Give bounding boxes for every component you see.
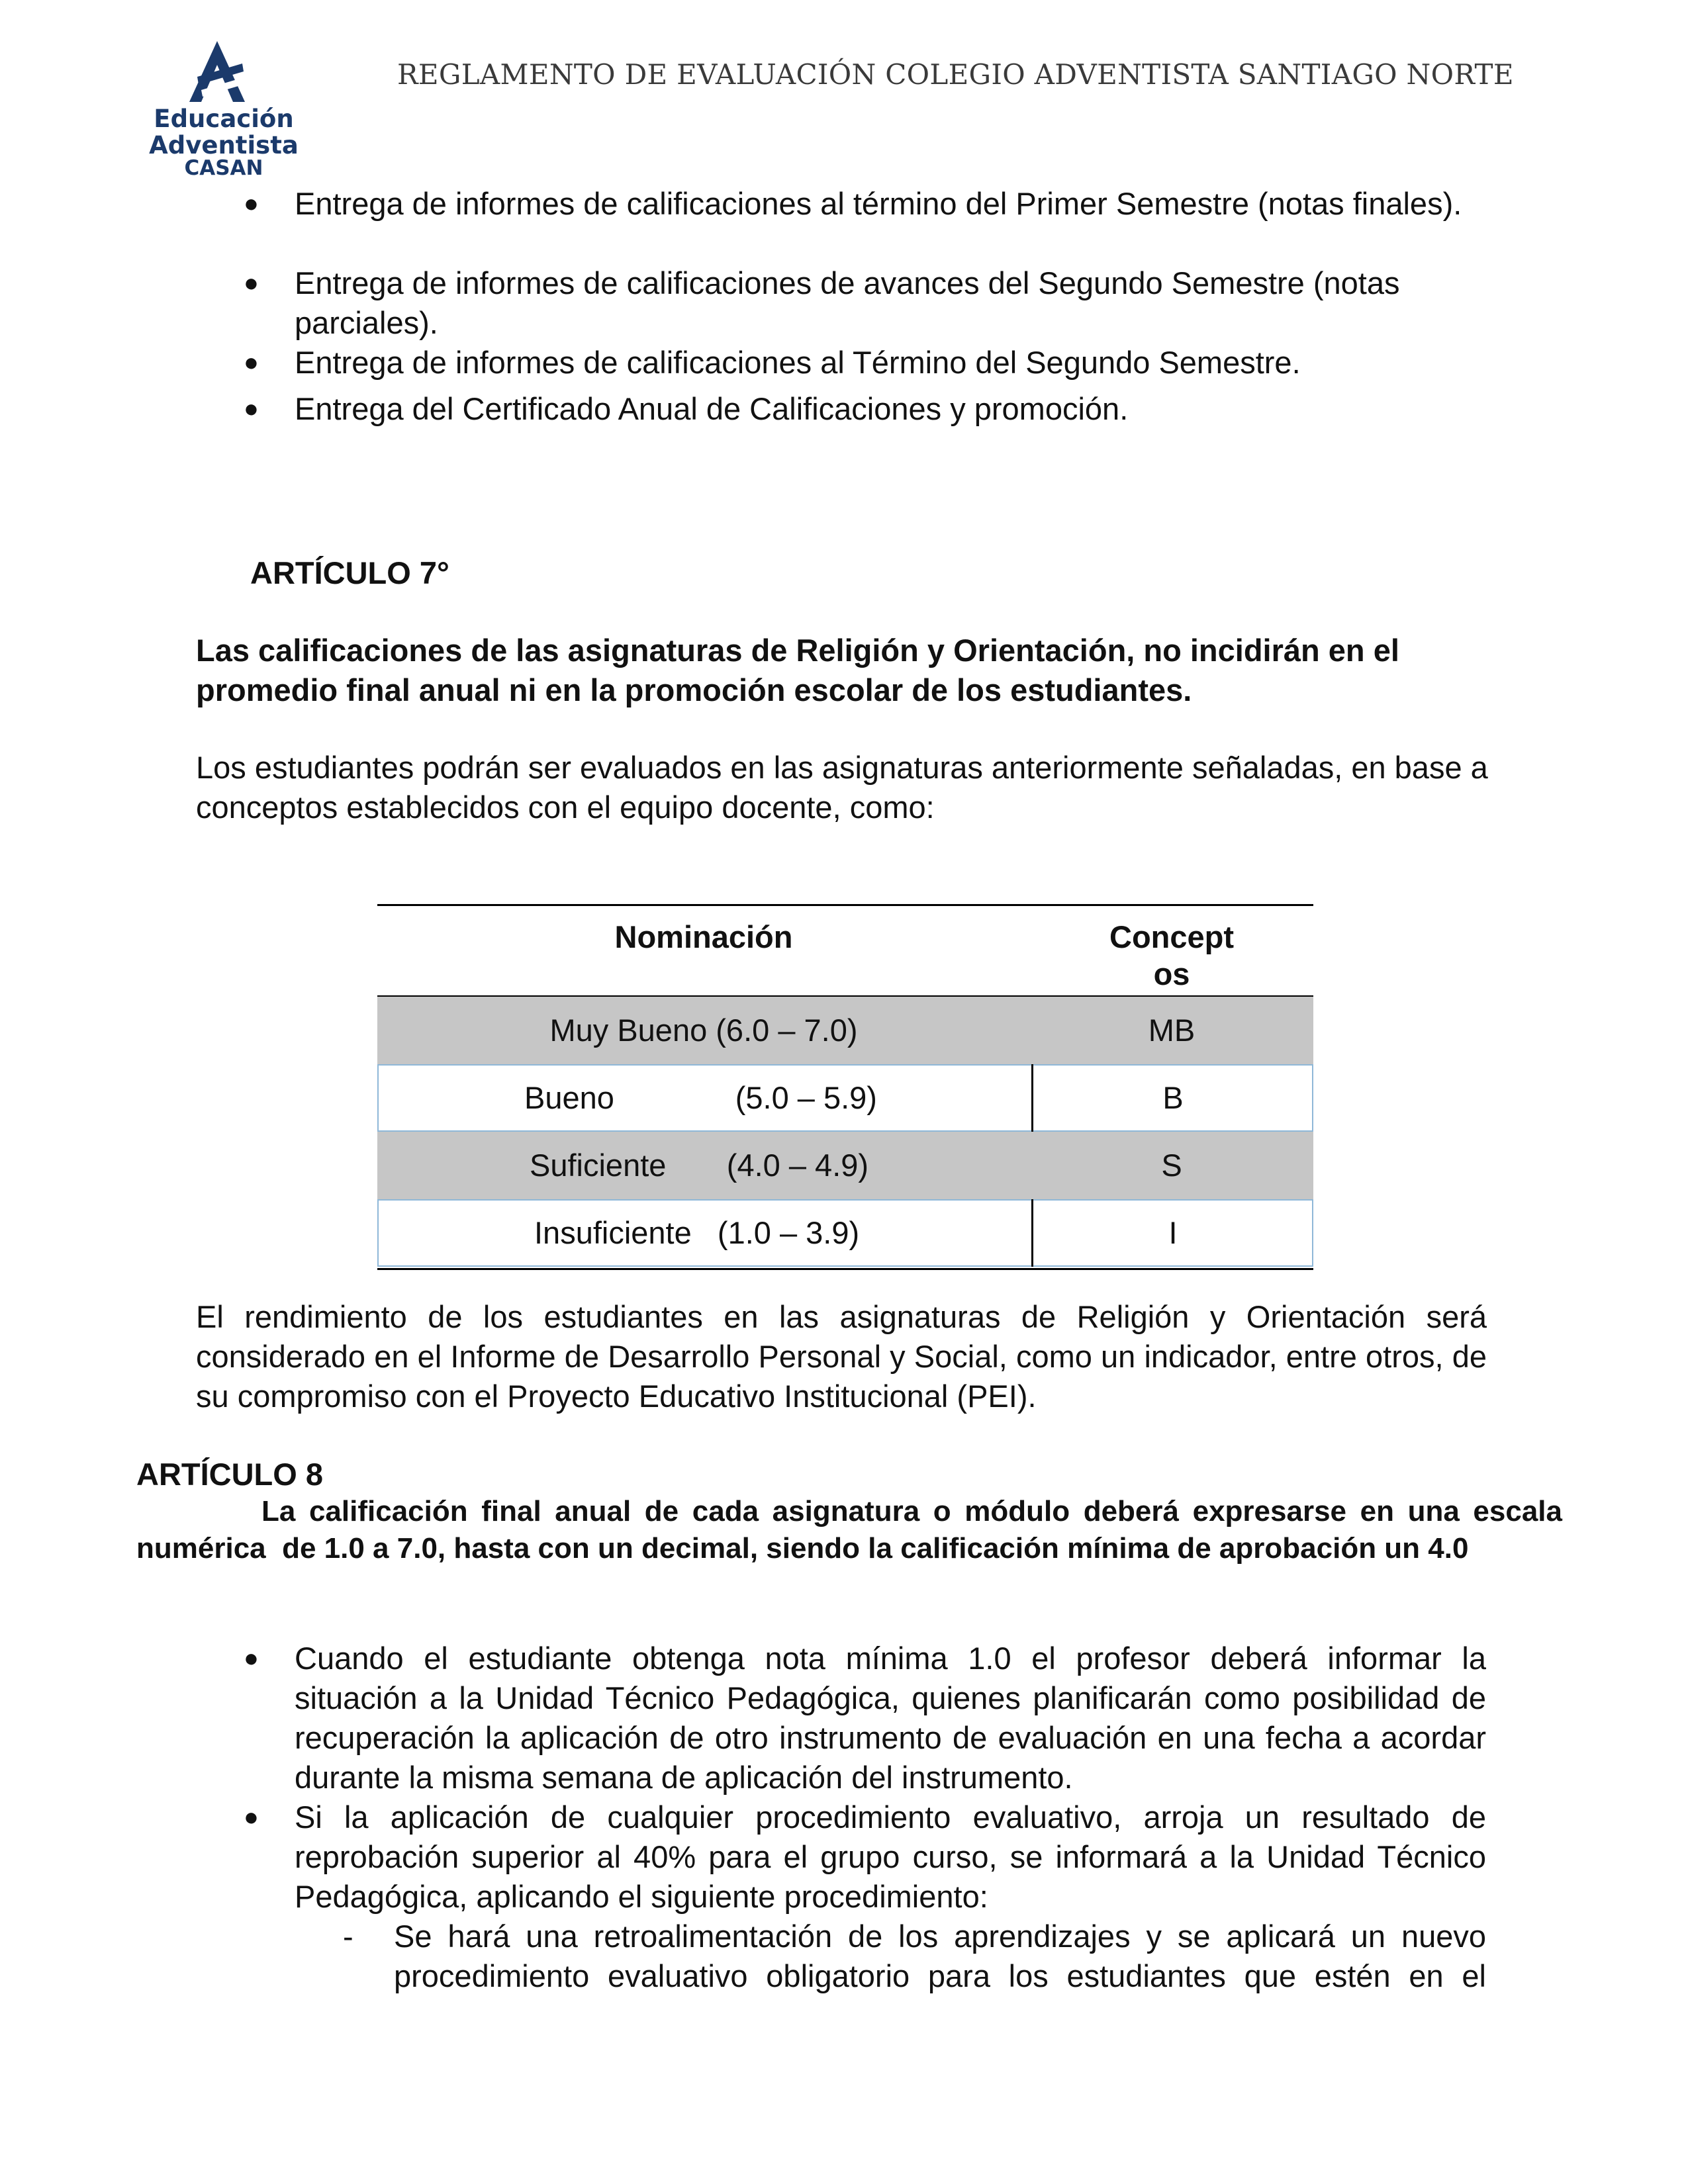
logo-text-line2: Adventista (149, 131, 299, 159)
article-8-heading: ARTÍCULO 8 (136, 1457, 323, 1492)
document-header-title: REGLAMENTO DE EVALUACIÓN COLEGIO ADVENTISTA SANTIAGO NORTE (397, 58, 1514, 91)
table-header-concepts: Concept (1109, 919, 1234, 954)
article-8-bullet-failure-rate: Si la aplicación de cualquier procedimiento evaluativo, arroja un resultado de reprobación superior al 40% para el grupo curso, se informará a la Unidad Técnico Pedagógica, aplicando el siguiente procedimiento: (295, 1799, 1486, 1914)
bullet-icon: ● (244, 1645, 259, 1672)
table-bottom-rule (377, 1268, 1313, 1270)
table-header-nomination: Nominación (614, 919, 793, 954)
table-row (377, 1064, 1313, 1132)
article-8-paragraph-line1: La calificación final anual de cada asignatura o módulo deberá expresarse en una escala (261, 1495, 1562, 1527)
table-cell-concept: S (1161, 1148, 1182, 1183)
educacion-adventista-logo (138, 38, 310, 179)
article-7-paragraph: Los estudiantes podrán ser evaluados en las asignaturas anteriormente señaladas, en base a conceptos establecidos con el equipo docente, como: (196, 750, 1488, 825)
table-header-concepts-wrap: os (1153, 956, 1190, 991)
table-top-rule (377, 904, 1313, 906)
table-cell-concept: I (1168, 1215, 1178, 1250)
logo-text-line1: Educación (154, 105, 294, 133)
dash-bullet: - (343, 1919, 353, 1954)
article-8-paragraph-line2: numérica de 1.0 a 7.0, hasta con un decimal, siendo la calificación mínima de aprobación un 4.0 (136, 1532, 1469, 1565)
bullet-item-first-semester: Entrega de informes de calificaciones al término del Primer Semestre (notas finales). (295, 186, 1462, 221)
table-cell-concept: MB (1148, 1013, 1196, 1048)
bullet-item-annual-certificate: Entrega del Certificado Anual de Calificaciones y promoción. (295, 391, 1129, 426)
article-8-sub-item: Se hará una retroalimentación de los aprendizajes y se aplicará un nuevo procedimiento evaluativo obligatorio para los estudiantes que estén en el (394, 1919, 1486, 1993)
table-cell-nomination: Muy Bueno (6.0 – 7.0) (549, 1013, 858, 1048)
table-row (377, 1199, 1313, 1267)
bullet-icon: ● (244, 269, 259, 297)
table-cell-nomination: Suficiente (4.0 – 4.9) (530, 1148, 869, 1183)
article-8-bullet-minimum-grade: Cuando el estudiante obtenga nota mínima 1.0 el profesor deberá informar la situación a la Unidad Técnico Pedagógica, quienes planificarán como posibilidad de recuperación la aplicación de otro instrumento de evaluación en una fecha a acordar durante la misma semana de aplicación del instrumento. (295, 1641, 1486, 1795)
logo-text-line3: CASAN (184, 156, 263, 180)
table-row (377, 1132, 1313, 1199)
bullet-icon: ● (244, 190, 259, 218)
table-cell-nomination: Bueno (5.0 – 5.9) (524, 1080, 877, 1115)
bullet-item-second-semester-progress: Entrega de informes de calificaciones de avances del Segundo Semestre (notas parciales). (295, 265, 1400, 340)
article-7-heading: ARTÍCULO 7° (250, 555, 449, 590)
table-cell-nomination: Insuficiente (1.0 – 3.9) (534, 1215, 860, 1250)
table-row (377, 997, 1313, 1064)
table-cell-concept: B (1162, 1080, 1184, 1115)
bullet-item-second-semester-end: Entrega de informes de calificaciones al Término del Segundo Semestre. (295, 345, 1301, 380)
bullet-icon: ● (244, 1803, 259, 1831)
bullet-icon: ● (244, 349, 259, 377)
after-table-paragraph: El rendimiento de los estudiantes en las asignaturas de Religión y Orientación será considerado en el Informe de Desarrollo Personal y Social, como un indicador, entre otros, de su compromiso con el Proyecto Educativo Institucional (PEI). (196, 1299, 1487, 1414)
article-7-bold-paragraph: Las calificaciones de las asignaturas de Religión y Orientación, no incidirán en el promedio final anual ni en la promoción escolar de los estudiantes. (196, 633, 1399, 707)
bullet-icon: ● (244, 395, 259, 423)
logo-a-mark-icon (184, 38, 250, 105)
